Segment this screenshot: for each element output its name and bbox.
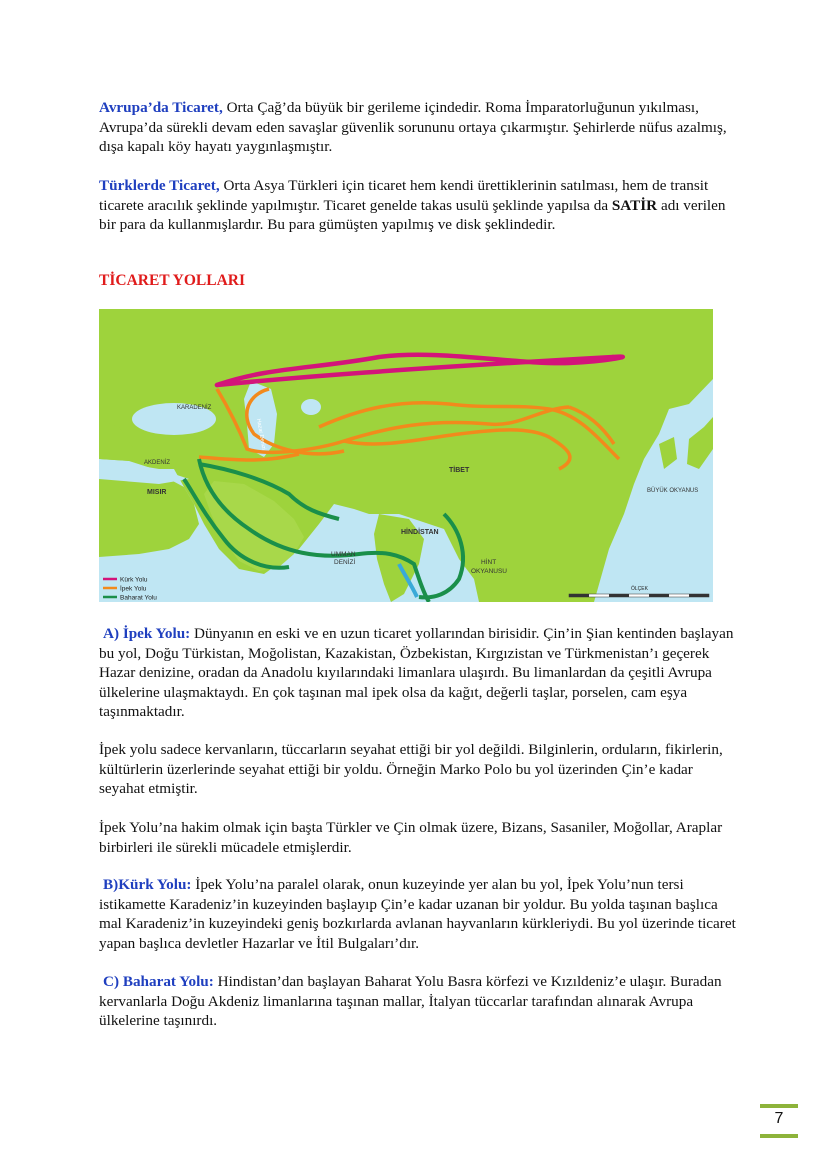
section-body: İpek Yolu’na paralel olarak, onun kuzeyinde yer alan bu yol, İpek Yolu’nun tersi istikamette Karadeniz’in kuzeyinden başlayıp Çin’e kadar uzanan bir yoldur. Bu yolda taşınan başlıca mal Karadeniz’in kuzeyindeki geniş bozkırlarda avlanan hayvanların kürkleriydi. Bu yol üzerinde ticaret yapan başlıca devletler Hazarlar ve İtil Bulgaları’dır. xyxy=(99,876,736,952)
label-karadeniz: KARADENİZ xyxy=(177,405,212,411)
label-akdeniz: AKDENİZ xyxy=(144,460,171,466)
section-body: Dünyanın en eski ve en uzun ticaret yollarından birisidir. Çin’in Şian kentinden başlayan bu yol, Doğu Türkistan, Moğolistan, Kazakistan, Özbekistan, Kırgızistan ve Türkmenistan’ı geçerek Hazar denizine, oradan da Anadolu kıyılarındaki limanlara ulaşırdı. Bu limanlardan da çeşitli Avrupa ülkelerine ulaşmaktaydı. En çok taşınan mal ipek olsa da kağıt, değerli taşlar, porselen, cam eşya taşınmaktadır. xyxy=(99,625,734,721)
legend-fur-label: Kürk Yolu xyxy=(120,576,148,584)
scale-label: ÖLÇEK xyxy=(631,586,648,592)
label-hint: HİNT xyxy=(481,559,497,566)
paragraph-ipek-yolu-2: İpek yolu sadece kervanların, tüccarların seyahat ettiği bir yol değildi. Bilginlerin, orduların, fikirlerin, kültürlerin üzerlerinde seyahat ettiği bir yoldu. Örneğin Marko Polo bu yol üzerinden Çin’e kadar seyahat etmiştir. xyxy=(99,741,723,798)
map-svg xyxy=(99,309,713,602)
section-title: TİCARET YOLLARI xyxy=(99,272,245,289)
paragraph-heading: Avrupa’da Ticaret, xyxy=(99,99,223,116)
paragraph-ipek-yolu-3: İpek Yolu’na hakim olmak için başta Türkler ve Çin olmak üzere, Bizans, Sasaniler, Moğollar, Araplar birbirleri ile sürekli mücadele etmişlerdir. xyxy=(99,819,723,856)
label-misir: MISIR xyxy=(147,489,167,496)
satir-term: SATİR xyxy=(611,196,658,214)
paragraph-body: Orta Asya Türkleri için ticaret hem kendi ürettiklerinin satılması, hem de transit ticarete aracılık şeklinde yapılmıştır. Ticaret genelde takas usulü şeklinde yapılsa da xyxy=(99,177,709,214)
label-tibet: TİBET xyxy=(449,467,470,474)
legend-spice-label: Baharat Yolu xyxy=(120,594,157,602)
page-number-block xyxy=(760,1104,798,1140)
section-body: Hindistan’dan başlayan Baharat Yolu Basra körfezi ve Kızıldeniz’e ulaşır. Buradan kervanlarla Doğu Akdeniz limanlarına taşınan mallar, İtalyan tüccarlar tarafından alınarak Avrupa ülkelerine taşınırdı. xyxy=(99,973,722,1030)
label-hindistan: HİNDİSTAN xyxy=(401,529,439,536)
page-number-top-bar xyxy=(760,1104,798,1108)
label-umman-denizi: DENİZİ xyxy=(334,559,356,566)
section-kurk-yolu xyxy=(99,875,739,953)
label-buyuk-okyanus: BÜYÜK OKYANUS xyxy=(647,488,699,494)
paragraph-avrupa-ticaret xyxy=(99,98,739,157)
label-hazar: Hazar Denizi xyxy=(255,418,267,451)
label-hint-okyanusu: OKYANUSU xyxy=(471,568,507,575)
section-heading: B)Kürk Yolu: xyxy=(103,876,192,893)
scale-bar-segment xyxy=(649,594,669,597)
paragraph-heading: Türklerde Ticaret, xyxy=(99,177,220,194)
scale-bar-segment xyxy=(569,594,589,597)
label-umman: UMMAN xyxy=(331,551,356,558)
section-heading: A) İpek Yolu: xyxy=(103,625,191,642)
legend-silk-label: İpek Yolu xyxy=(120,585,147,593)
scale-bar xyxy=(569,594,709,597)
trade-routes-map xyxy=(99,309,713,602)
paragraph-body: adı verilen bir para da kullanmışlardır. Bu para gümüşten yapılmış ve disk şeklindedir. xyxy=(99,196,726,234)
section-heading: C) Baharat Yolu: xyxy=(103,973,214,990)
aral-sea xyxy=(301,399,321,415)
section-ipek-yolu xyxy=(99,624,739,722)
scale-bar-segment xyxy=(609,594,629,597)
paragraph-turklerde-ticaret xyxy=(99,176,739,235)
section-baharat-yolu xyxy=(99,972,739,1031)
scale-bar-segment xyxy=(689,594,709,597)
paragraph-body: Orta Çağ’da büyük bir gerileme içindedir. Roma İmparatorluğunun yıkılması, Avrupa’da sürekli devam eden savaşlar güvenlik sorununu ortaya çıkarmıştır. Şehirlerde nüfus azalmış, dışa kapalı köy hayatı yaygınlaşmıştır. xyxy=(99,99,727,156)
page-number-bottom-bar xyxy=(760,1134,798,1138)
page-number: 7 xyxy=(774,1110,784,1127)
